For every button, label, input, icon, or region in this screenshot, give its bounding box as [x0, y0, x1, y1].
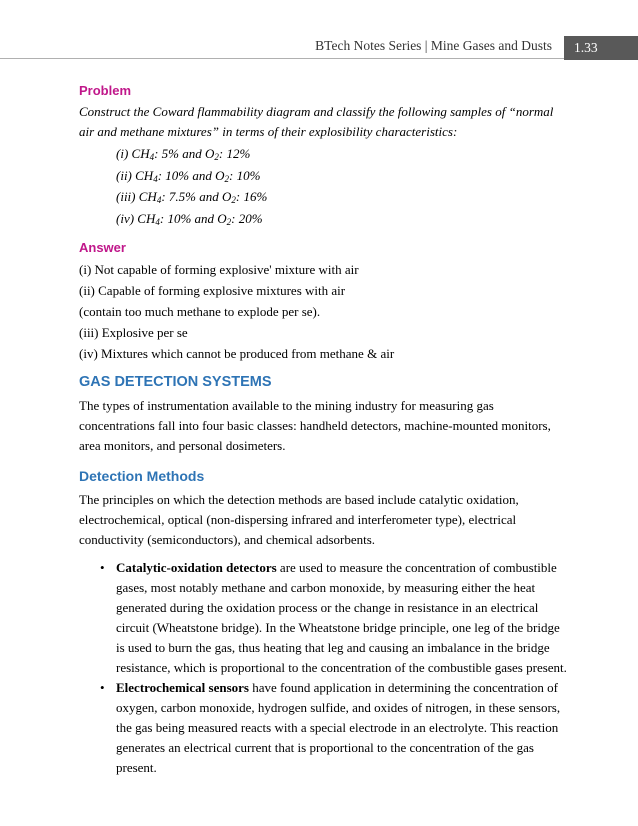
problem-statement: Construct the Coward flammability diagram and classify the following samples of “normal air and methane mixtures” in terms of their explosibility characteristics:: [79, 104, 554, 139]
header-title: BTech Notes Series | Mine Gases and Dusts: [315, 38, 552, 53]
problem-heading: Problem: [79, 83, 132, 98]
bullet-term: Electrochemical sensors: [116, 679, 249, 695]
bullet-icon: •: [100, 679, 105, 695]
sample-item: (ii) $CH_4$: 10% and $O_2$: 10%: [116, 167, 261, 184]
sample-item: (iv) $CH_4$: 10% and $O_2$: 20%: [116, 210, 263, 227]
bullet-text: are used to measure the concentration of combustible gases, most notably methane and carbon monoxide, by measuring either the heat generated during the oxidation process or the change in resistance in an electrical circuit (Wheatstone bridge). In the Wheatstone bridge principle, one leg of the bridge is used to burn the gas, thus heating that leg and causing an imbalance in the bridge resistance, which is proportional to the concentration of the combustible gases present.: [116, 559, 567, 675]
page-header: [0, 36, 638, 60]
answer-line: (ii) Capable of forming explosive mixtures with air: [79, 282, 346, 298]
bullet-term: Catalytic-oxidation detectors: [116, 559, 277, 575]
answer-heading: Answer: [79, 239, 126, 255]
list-item: [79, 558, 569, 678]
page-content: [79, 82, 569, 778]
gas-detection-paragraph: The types of instrumentation available to the mining industry for measuring gas concentrations fall into four basic classes: handheld detectors, machine-mounted monitors, area monitors, and personal dosimeters.: [79, 397, 551, 453]
bullet-icon: •: [100, 559, 105, 575]
detection-methods-paragraph: The principles on which the detection methods are based include catalytic oxidation, electrochemical, optical (non-dispersing infrared and interferometer type), electrical conductivity (semiconductors), and chemical adsorbents.: [79, 491, 519, 547]
detection-methods-list: [79, 558, 569, 778]
answer-line: (iv) Mixtures which cannot be produced from methane & air: [79, 345, 395, 361]
list-item: [79, 678, 569, 778]
page-number-badge: 1.33: [564, 36, 638, 60]
sample-item: (i) $CH_4$: 5% and $O_2$: 12%: [116, 146, 251, 162]
answer-line: (contain too much methane to explode per se).: [79, 303, 321, 319]
gas-detection-heading: GAS DETECTION SYSTEMS: [79, 373, 272, 390]
sample-item: (iii) $CH_4$: 7.5% and $O_2$: 16%: [116, 189, 268, 205]
detection-methods-heading: Detection Methods: [79, 467, 205, 484]
answer-line: (iii) Explosive per se: [79, 324, 188, 340]
answer-line: (i) Not capable of forming explosive' mixture with air: [79, 261, 359, 277]
header-divider: [0, 58, 564, 59]
bullet-text: have found application in determining the concentration of oxygen, carbon monoxide, hydrogen sulfide, and oxides of nitrogen, in these sensors, the gas being measured reacts with a special electrode in an electrolyte. This reaction generates an electrical current that is proportional to the concentration of the gas present.: [116, 679, 561, 775]
